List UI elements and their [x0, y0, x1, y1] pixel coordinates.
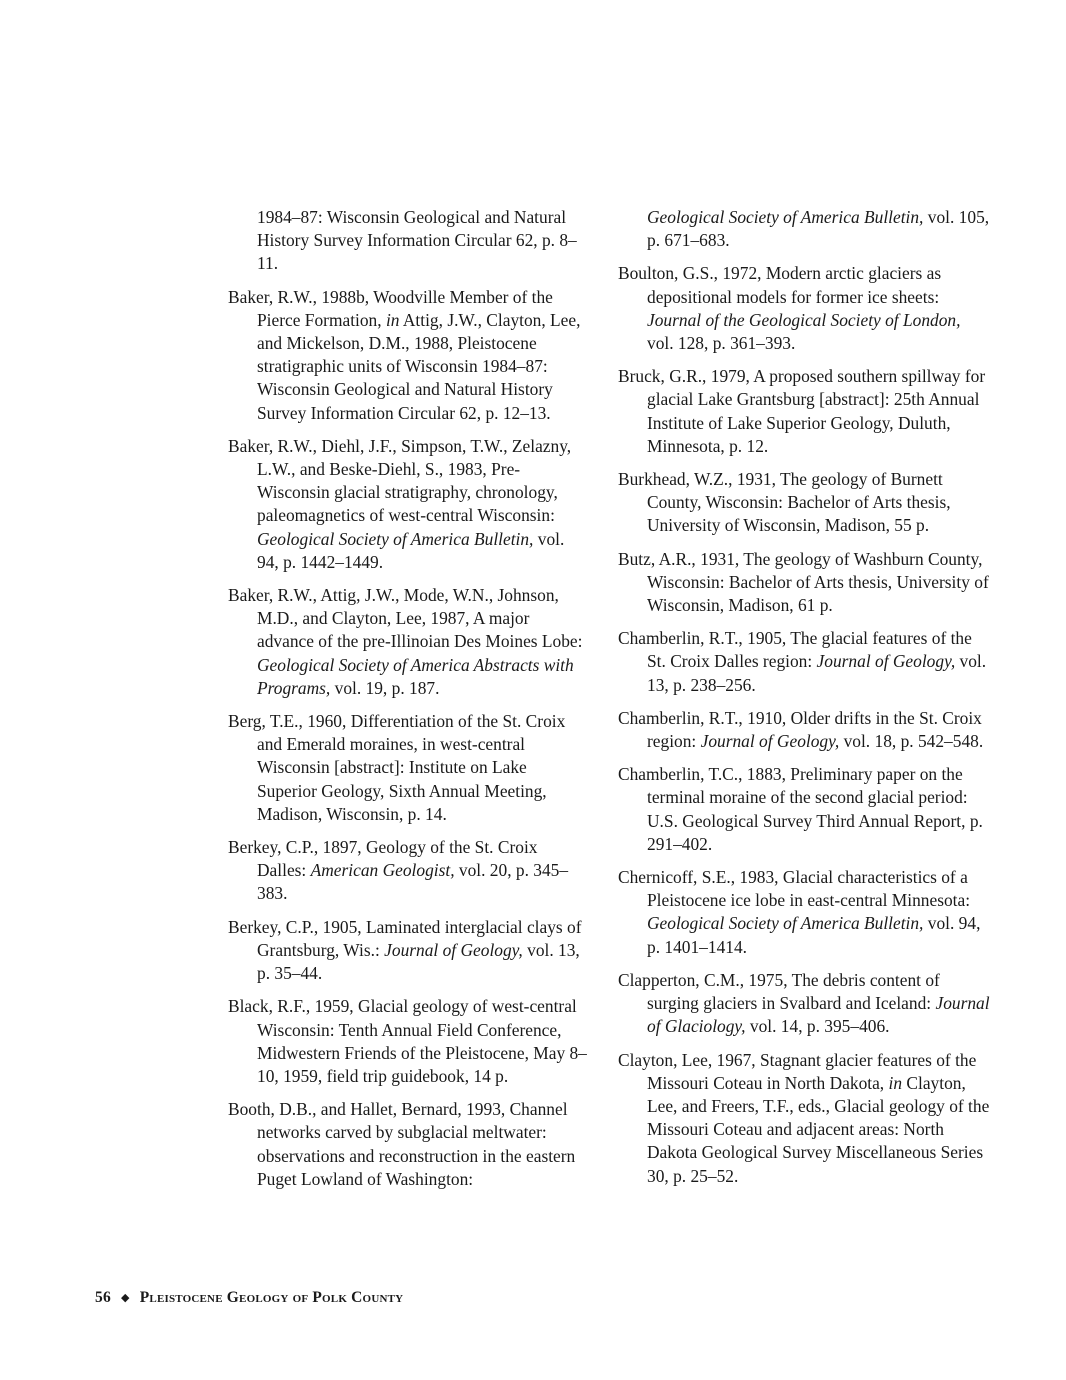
reference-entry	[618, 627, 990, 697]
reference-entry	[618, 365, 990, 458]
reference-entry	[228, 286, 590, 425]
reference-text: Chamberlin, T.C., 1883, Preliminary paper on the terminal moraine of the second glacial period: U.S. Geological Survey Third Annual Report, p. 291–402.	[618, 764, 983, 854]
reference-text: Clapperton, C.M., 1975, The debris content of surging glaciers in Svalbard and Iceland:	[618, 969, 940, 1014]
reference-text: Berg, T.E., 1960, Differentiation of the St. Croix and Emerald moraines, in west-central Wisconsin [abstract]: Institute on Lake Superior Geology, Sixth Annual Meeting, Madison, Wisconsin, p. 14.	[228, 711, 566, 824]
reference-entry	[618, 548, 990, 618]
reference-entry	[228, 916, 590, 986]
reference-text: Boulton, G.S., 1972, Modern arctic glaciers as depositional models for former ice sheets:	[618, 263, 942, 307]
reference-text: vol. 19, p. 187.	[330, 677, 440, 698]
reference-text: Black, R.F., 1959, Glacial geology of west-central Wisconsin: Tenth Annual Field Conference, Midwestern Friends of the Pleistocene, May 8–10, 1959, field trip guidebook, 14 p.	[228, 996, 587, 1086]
diamond-separator-icon: ◆	[120, 1292, 130, 1304]
right-column	[618, 206, 990, 1198]
reference-text: vol. 13, p. 35–44.	[257, 939, 580, 984]
reference-entry	[618, 1049, 990, 1188]
reference-text: Butz, A.R., 1931, The geology of Washburn County, Wisconsin: Bachelor of Arts thesis, University of Wisconsin, Madison, 61 p.	[618, 548, 989, 616]
reference-text: Berkey, C.P., 1905, Laminated interglacial clays of Grantsburg, Wis.:	[228, 916, 582, 960]
reference-entry	[618, 707, 990, 753]
page-number: 56	[95, 1289, 111, 1306]
reference-entry	[618, 866, 990, 959]
reference-text: vol. 14, p. 395–406.	[745, 1016, 890, 1037]
reference-italic-text: Geological Society of America Bulletin,	[647, 913, 924, 934]
reference-entry	[618, 262, 990, 355]
reference-italic-text: Journal of the Geological Society of London,	[647, 309, 961, 330]
reference-text: Bruck, G.R., 1979, A proposed southern spillway for glacial Lake Grantsburg [abstract]: 25th Annual Institute of Lake Superior Geology, Duluth, Minnesota, p. 12.	[618, 366, 986, 456]
reference-entry	[618, 468, 990, 538]
reference-text: Baker, R.W., 1988b, Woodville Member of the Pierce Formation,	[228, 286, 553, 330]
reference-text: Clayton, Lee, and Freers, T.F., eds., Glacial geology of the Missouri Coteau and adjacent areas: North Dakota Geological Survey Miscellaneous Series 30, p. 25–52.	[647, 1072, 990, 1186]
reference-continuation	[228, 206, 590, 276]
reference-italic-text: in	[888, 1072, 903, 1093]
reference-text: Clayton, Lee, 1967, Stagnant glacier features of the Missouri Coteau in North Dakota,	[618, 1049, 977, 1093]
reference-italic-text: Journal of Geology,	[700, 731, 840, 752]
reference-text: Booth, D.B., and Hallet, Bernard, 1993, Channel networks carved by subglacial meltwater: observations and reconstruction in the eastern Puget Lowland of Washington:	[228, 1099, 576, 1189]
reference-entry	[618, 969, 990, 1039]
reference-text: 1984–87: Wisconsin Geological and Natural History Survey Information Circular 62, p. 8–11.	[257, 207, 577, 274]
reference-italic-text: Journal of Glaciology,	[647, 993, 990, 1037]
left-column	[228, 206, 590, 1201]
reference-italic-text: Geological Society of America Bulletin,	[647, 207, 924, 227]
reference-entry	[228, 435, 590, 574]
reference-entry	[228, 584, 590, 700]
reference-text: Attig, J.W., Clayton, Lee, and Mickelson, D.M., 1988, Pleistocene stratigraphic units of Wisconsin 1984–87: Wisconsin Geological and Natural History Survey Information Circular 62, p. 12–13.	[257, 309, 581, 423]
reference-italic-text: Geological Society of America Abstracts with Programs,	[257, 654, 574, 698]
reference-text: vol. 94, p. 1442–1449.	[257, 528, 565, 572]
reference-italic-text: American Geologist,	[310, 860, 455, 881]
reference-italic-text: Geological Society of America Bulletin,	[257, 528, 534, 549]
reference-entry	[618, 763, 990, 856]
page-footer	[95, 1289, 403, 1307]
reference-entry	[228, 1098, 590, 1191]
reference-continuation	[618, 206, 990, 252]
reference-text: vol. 105, p. 671–683.	[647, 207, 990, 251]
reference-text: Chamberlin, R.T., 1905, The glacial features of the St. Croix Dalles region:	[618, 628, 972, 672]
reference-text: vol. 128, p. 361–393.	[647, 333, 796, 354]
reference-entry	[228, 710, 590, 826]
reference-text: vol. 18, p. 542–548.	[839, 731, 984, 752]
reference-italic-text: Journal of Geology,	[816, 651, 956, 672]
reference-text: Burkhead, W.Z., 1931, The geology of Burnett County, Wisconsin: Bachelor of Arts thesis, University of Wisconsin, Madison, 55 p.	[618, 469, 951, 536]
reference-text: vol. 20, p. 345–383.	[257, 860, 569, 904]
reference-text: Baker, R.W., Attig, J.W., Mode, W.N., Johnson, M.D., and Clayton, Lee, 1987, A major advance of the pre-Illinoian Des Moines Lobe:	[228, 585, 583, 652]
reference-text: Baker, R.W., Diehl, J.F., Simpson, T.W., Zelazny, L.W., and Beske-Diehl, S., 1983, Pre-Wisconsin glacial stratigraphy, chronology, paleomagnetics of west-central Wisconsin:	[228, 435, 572, 526]
reference-italic-text: Journal of Geology,	[384, 939, 523, 960]
running-title: Pleistocene Geology of Polk County	[139, 1289, 404, 1306]
reference-entry	[228, 836, 590, 906]
reference-text: vol. 94, p. 1401–1414.	[647, 913, 981, 957]
reference-text: vol. 13, p. 238–256.	[647, 651, 987, 695]
reference-text: Chernicoff, S.E., 1983, Glacial characteristics of a Pleistocene ice lobe in east-central Minnesota:	[618, 867, 971, 911]
reference-text: Chamberlin, R.T., 1910, Older drifts in the St. Croix region:	[618, 707, 982, 752]
reference-text: Berkey, C.P., 1897, Geology of the St. Croix Dalles:	[228, 837, 538, 881]
reference-entry	[228, 995, 590, 1088]
reference-italic-text: in	[385, 309, 400, 330]
